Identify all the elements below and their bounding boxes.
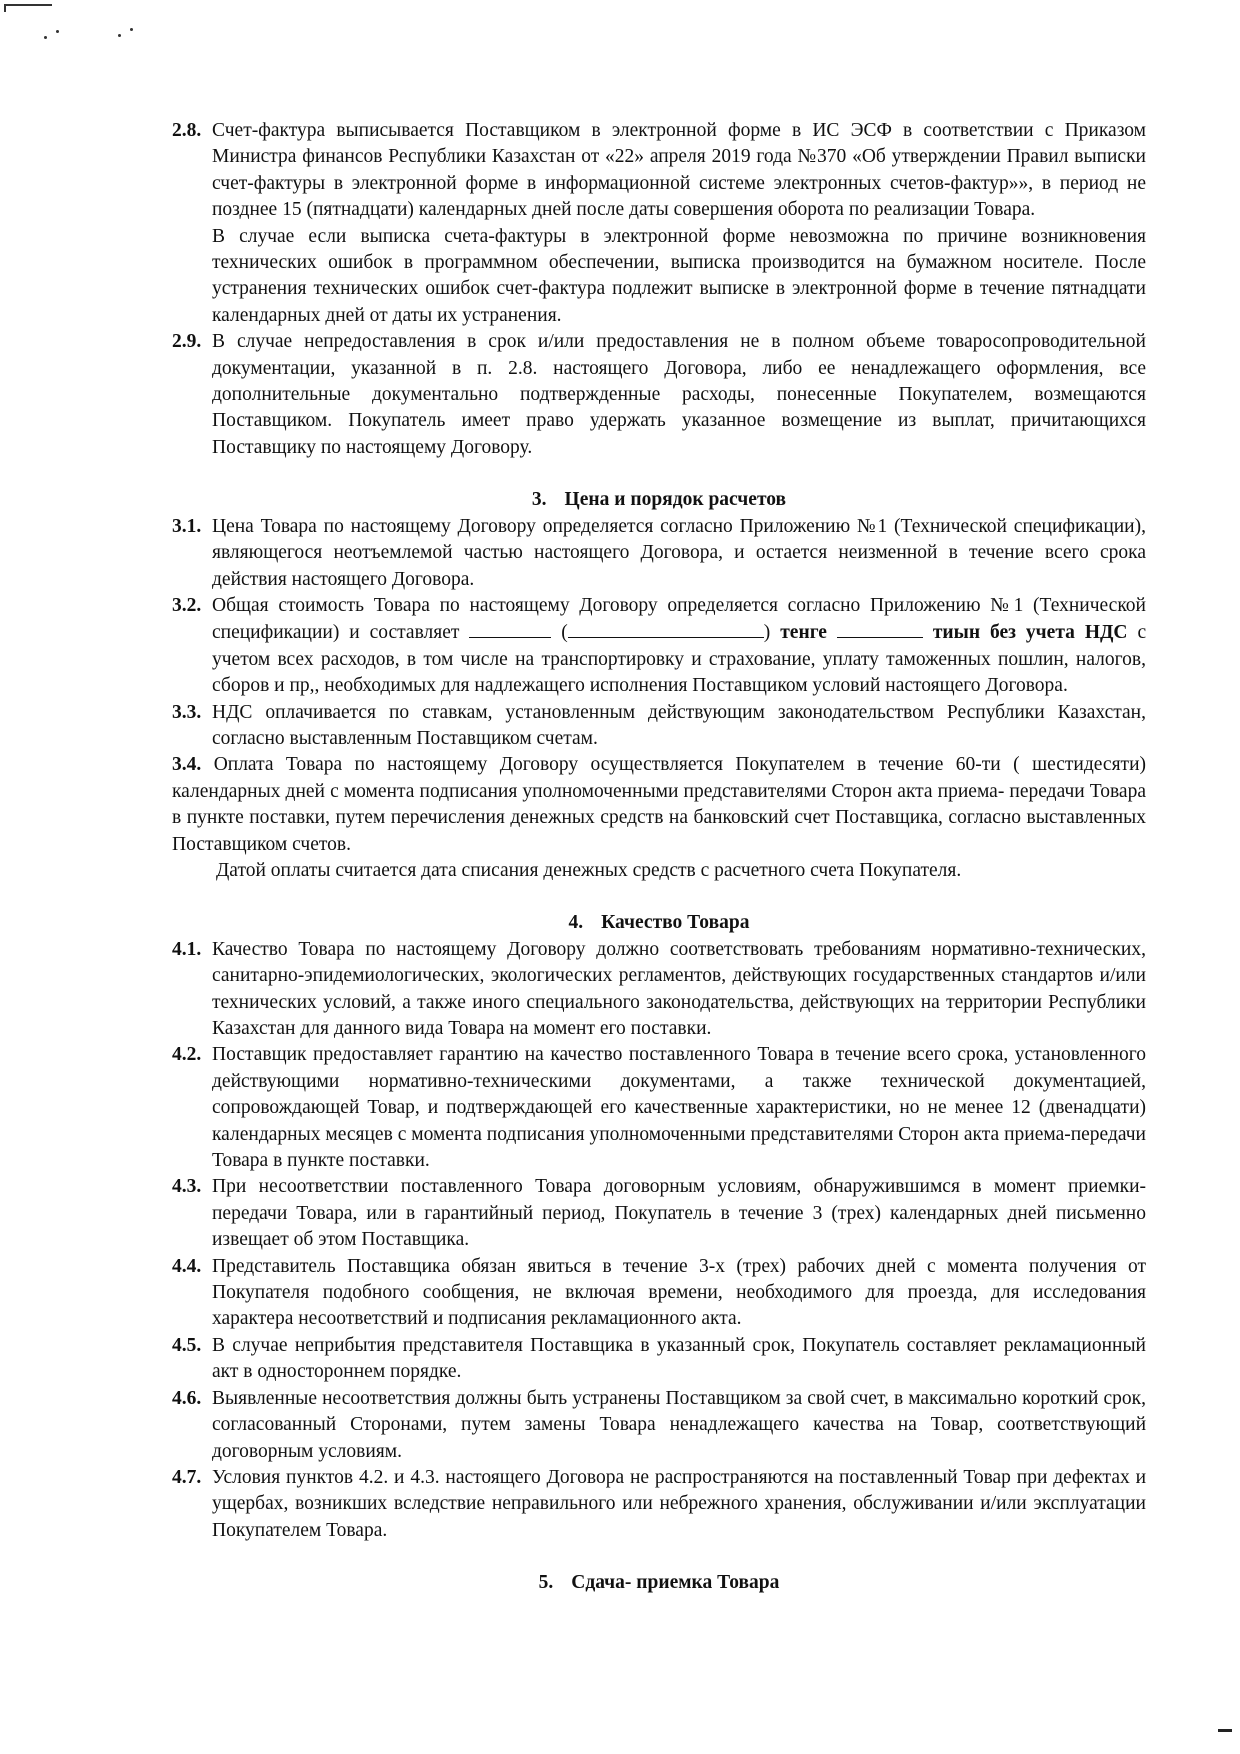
scan-speck xyxy=(130,28,133,31)
clause-3-1 xyxy=(172,514,1146,593)
clause-3-2 xyxy=(172,593,1146,700)
clause-text: НДС оплачивается по ставкам, установленным действующим законодательством Республики Казахстан, согласно выставленным Поставщиком счетам. xyxy=(212,701,1146,749)
clause-4-4 xyxy=(172,1254,1146,1333)
clause-text xyxy=(212,593,1146,700)
clause-4-7 xyxy=(172,1465,1146,1544)
section-number: 4. xyxy=(568,912,584,934)
document-body xyxy=(172,118,1146,1597)
clause-text: В случае непредоставления в срок и/или предоставления не в полном объеме товаросопроводительной документации, указанной в п. 2.8. настоящего Договора, либо ее ненадлежащего оформления, все дополнительные документально подтвержденные расходы, понесенные Покупателем, возмещаются Поставщиком. Покупатель имеет право удержать указанное возмещение из выплат, причитающихся Поставщику по настоящему Договору. xyxy=(212,331,1146,458)
clause-text: Условия пунктов 4.2. и 4.3. настоящего Договора не распространяются на поставленный Товар при дефектах и ущербах, возникших вследствие неправильного или небрежного хранения, обслуживании и/или эксплуатации Покупателем Товара. xyxy=(212,1466,1146,1541)
section-title: Цена и порядок расчетов xyxy=(564,489,787,511)
payment-date-text: Датой оплаты считается дата списания денежных средств с расчетного счета Покупателя. xyxy=(216,859,962,881)
clause-text: Представитель Поставщика обязан явиться в течение 3-х (трех) рабочих дней с момента получения от Покупателя подобного сообщения, не включая времени, необходимого для проезда, для исследования характера несоответствий и подписания рекламационного акта. xyxy=(212,1255,1146,1330)
vat-note: тиын без учета НДС xyxy=(932,622,1128,644)
section-title: Сдача- приемка Товара xyxy=(571,1572,780,1594)
clause-text: Цена Товара по настоящему Договору определяется согласно Приложению №1 (Технической спецификации), являющегося неотъемлемой частью настоящего Договора, и остается неизменной в течение всего срока действия настоящего Договора. xyxy=(212,515,1146,590)
clause-text: Выявленные несоответствия должны быть устранены Поставщиком за свой счет, в максимально короткий срок, согласованный Сторонами, путем замены Товара ненадлежащего качества на Товар, соответствующий договорным условиям. xyxy=(212,1387,1146,1462)
currency-label: тенге xyxy=(780,622,827,644)
clause-number: 3.3. xyxy=(172,701,202,723)
scan-speck xyxy=(118,34,121,37)
clause-number: 3.1. xyxy=(172,515,202,537)
section-number: 5. xyxy=(538,1572,554,1594)
clause-4-6 xyxy=(172,1386,1146,1465)
clause-4-3 xyxy=(172,1174,1146,1253)
section-title: Качество Товара xyxy=(601,912,750,934)
clause-3-4 xyxy=(172,752,1146,858)
clause-number: 2.8. xyxy=(172,120,202,141)
clause-text: Счет-фактура выписывается Поставщиком в электронной форме в ИС ЭСФ в соответствии с Приказом Министра финансов Республики Казахстан от «22» апреля 2019 года №370 «Об утверждении Правил выписки счет-фактуры в электронной форме в информационной системе электронных счетов-фактур»», в период не позднее 15 (пятнадцати) календарных дней после даты совершения оборота по реализации Товара. xyxy=(212,120,1146,221)
clause-text-part: с учетом всех расходов, в том числе на транспортировку и страхование, уплату таможенных пошлин, налогов, сборов и пр,, необходимых для надлежащего исполнения Поставщиком условий настоящего Договора. xyxy=(212,622,1147,697)
bracket-close: ) xyxy=(763,622,771,644)
clause-number: 3.2. xyxy=(172,594,202,616)
clause-text: В случае неприбытия представителя Поставщика в указанный срок, Покупатель составляет рекламационный акт в одностороннем порядке. xyxy=(212,1334,1146,1383)
clause-number: 4.1. xyxy=(172,938,202,960)
amount-blank xyxy=(469,619,551,638)
scan-speck xyxy=(56,30,59,33)
clause-text-part: Общая стоимость Товара по настоящему Договору определяется согласно Приложению №1 (Технической спецификации) и составляет xyxy=(212,594,1146,644)
scan-edge-mark xyxy=(1218,1729,1232,1732)
clause-number: 3.4. xyxy=(172,754,202,776)
clause-4-5 xyxy=(172,1333,1146,1386)
clause-number: 4.7. xyxy=(172,1466,202,1488)
clause-number: 2.9. xyxy=(172,331,202,353)
clause-text: Оплата Товара по настоящему Договору осуществляется Покупателем в течение 60-ти ( шестидесяти) календарных дней с момента подписания уполномоченными представителями Сторон акта приема- передачи Товара в пункте поставки, путем перечисления денежных средств на банковский счет Поставщика, согласно выставленных Поставщиком счетов. xyxy=(172,754,1147,855)
section-heading-4 xyxy=(172,910,1146,936)
section-heading-3 xyxy=(172,487,1146,513)
clause-number: 4.5. xyxy=(172,1334,202,1356)
section-number: 3. xyxy=(531,489,547,511)
clause-text: В случае если выписка счета-фактуры в электронной форме невозможна по причине возникновения технических ошибок в программном обеспечении, выписка производится на бумажном носителе. После устранения технических ошибок счет-фактура подлежит выписке в электронной форме в течение пятнадцати календарных дней от даты их устранения. xyxy=(212,225,1146,326)
amount-words-blank xyxy=(568,619,764,638)
clause-number: 4.4. xyxy=(172,1255,202,1277)
scan-speck xyxy=(44,36,47,39)
scan-corner-mark xyxy=(4,4,52,12)
clause-text: При несоответствии поставленного Товара договорным условиям, обнаружившимся в момент приемки-передачи Товара, или в гарантийный период, Покупатель в течение 3 (трех) календарных дней письменно извещает об этом Поставщика. xyxy=(212,1176,1146,1251)
clause-2-8 xyxy=(172,118,1146,329)
clause-text: Поставщик предоставляет гарантию на качество поставленного Товара в течение всего срока, установленного действующими нормативно-техническими документами, а также технической документацией, сопровождающей Товар, и подтверждающей его качественные характеристики, но не менее 12 (двенадцати) календарных месяцев с момента подписания уполномоченными представителями Сторон акта приема-передачи Товара в пункте поставки. xyxy=(212,1044,1146,1172)
clause-number: 4.2. xyxy=(172,1044,202,1066)
clause-text: Качество Товара по настоящему Договору должно соответствовать требованиям нормативно-технических, санитарно-эпидемиологических, экологических регламентов, действующих государственных стандартов и/или технических условий, а также иного специального законодательства, действующих на территории Республики Казахстан для данного вида Товара на момент его поставки. xyxy=(212,938,1146,1039)
clause-3-3 xyxy=(172,700,1146,753)
clause-4-2 xyxy=(172,1042,1146,1174)
section-heading-5 xyxy=(172,1570,1146,1596)
bracket-open: ( xyxy=(561,622,568,644)
tiyn-blank xyxy=(837,619,923,638)
clause-4-1 xyxy=(172,937,1146,1043)
clause-number: 4.6. xyxy=(172,1387,202,1409)
clause-2-9 xyxy=(172,329,1146,461)
clause-number: 4.3. xyxy=(172,1176,202,1198)
